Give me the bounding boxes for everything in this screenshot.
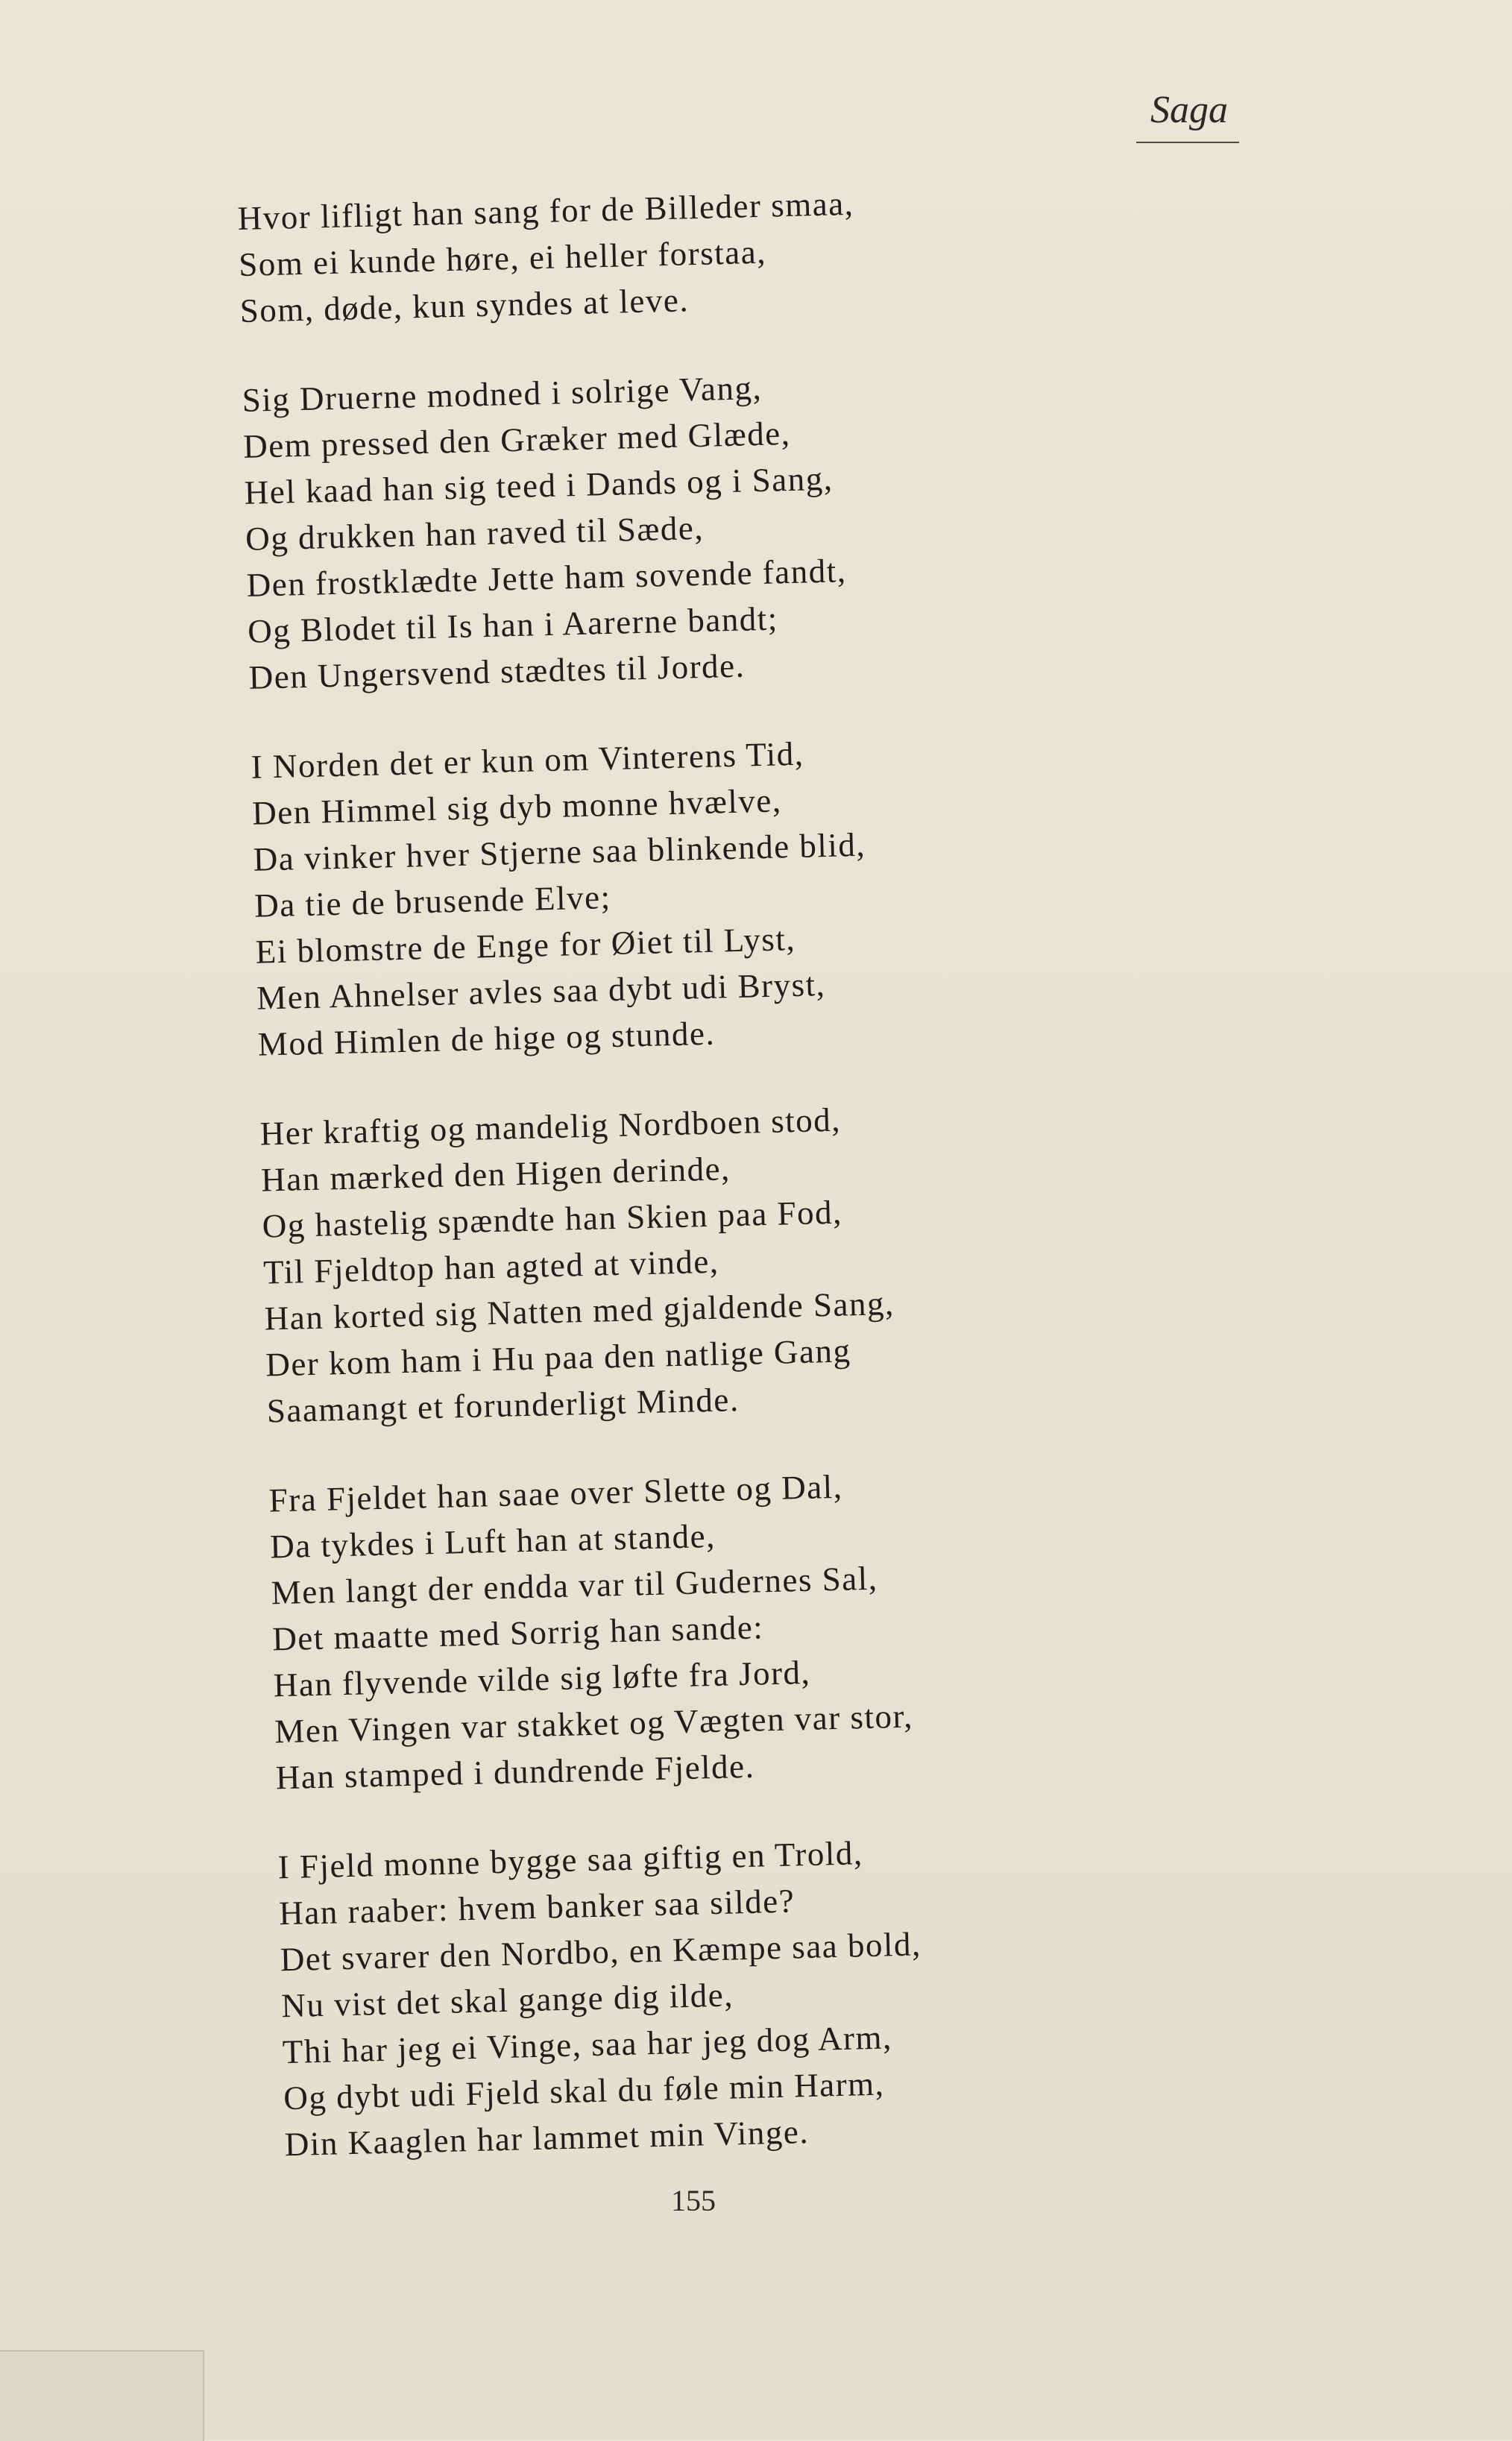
poem-line: Som, døde, kun syndes at leve. — [239, 281, 690, 330]
poem-line: Her kraftig og mandelig Nordboen stod, — [259, 1100, 842, 1153]
poem-line: Ei blomstre de Enge for Øiet til Lyst, — [255, 920, 796, 971]
poem-line: Han mærked den Higen derinde, — [260, 1150, 731, 1199]
poem-line: Og dybt udi Fjeld skal du føle min Harm, — [283, 2064, 885, 2117]
poem-line: Din Kaaglen har lammet min Vinge. — [284, 2113, 810, 2164]
poem-line: I Fjeld monne bygge saa giftig en Trold, — [277, 1834, 864, 1886]
poem-line: Fra Fjeldet han saae over Slette og Dal, — [268, 1467, 843, 1519]
poem-line: Men langt der endda var til Gudernes Sal, — [271, 1559, 878, 1612]
underlying-page-edge — [0, 2350, 204, 2441]
poem-line: Han raaber: hvem banker saa silde? — [278, 1882, 796, 1933]
poem-line: Og hastelig spændte han Skien paa Fod, — [262, 1193, 843, 1245]
poem-line: Hvor lifligt han sang for de Billeder smaa, — [237, 184, 854, 237]
poem-line: Den Himmel sig dyb monne hvælve, — [251, 781, 783, 832]
poem-line: Og Blodet til Is han i Aarerne bandt; — [247, 599, 779, 650]
poem-line: Det svarer den Nordbo, en Kæmpe saa bold, — [280, 1925, 922, 1979]
poem-line: I Norden det er kun om Vinterens Tid, — [251, 734, 805, 786]
running-head-rule — [1136, 142, 1239, 143]
poem-line: Og drukken han raved til Sæde, — [245, 508, 705, 558]
running-head: Saga — [1150, 89, 1228, 131]
poem-line: Sig Druerne modned i solrige Vang, — [242, 368, 763, 419]
poem-line: Men Vingen var stakket og Vægten var stor, — [274, 1697, 914, 1751]
page-number: 155 — [671, 2184, 716, 2217]
stanza-2 — [242, 356, 1144, 701]
poem-line: Der kom ham i Hu paa den natlige Gang — [265, 1332, 851, 1384]
poem-line: Dem pressed den Græker med Glæde, — [242, 414, 791, 465]
poem-line: Nu vist det skal gange dig ilde, — [280, 1976, 734, 2025]
poem-line: Som ei kunde høre, ei heller forstaa, — [238, 233, 767, 283]
poem-line: Mod Himlen de hige og stunde. — [257, 1014, 716, 1063]
stanza-1 — [237, 174, 1135, 334]
poem-line: Thi har jeg ei Vinge, saa har jeg dog Arm, — [282, 2018, 893, 2071]
poem-line: Til Fjeldtop han agted at vinde, — [262, 1242, 720, 1291]
poem-line: Da tie de brusende Elve; — [253, 878, 612, 925]
stanza-5 — [268, 1455, 1171, 1801]
poem-line: Han stamped i dundrende Fjelde. — [275, 1747, 755, 1797]
poem-line: Den Ungersvend stædtes til Jorde. — [248, 646, 746, 696]
poem-line: Den frostklædte Jette ham sovende fandt, — [246, 552, 847, 604]
poem-line: Hel kaad han sig teed i Dands og i Sang, — [244, 459, 834, 511]
poem-line: Det maatte med Sorrig han sande: — [271, 1608, 764, 1658]
poem-line: Da vinker hver Stjerne saa blinkende blid, — [253, 825, 866, 878]
stanza-4 — [259, 1089, 1162, 1434]
stanza-3 — [251, 722, 1153, 1067]
poem-line: Han flyvende vilde sig løfte fra Jord, — [273, 1653, 811, 1704]
stanza-6 — [277, 1822, 1179, 2167]
poem-line: Men Ahnelser avles saa dybt udi Bryst, — [256, 966, 826, 1017]
poem-line: Da tykdes i Luft han at stande, — [269, 1516, 716, 1566]
poem-line: Han korted sig Natten med gjaldende Sang, — [264, 1284, 895, 1338]
poem-line: Saamangt et forunderligt Minde. — [266, 1381, 740, 1430]
poem-body — [237, 174, 1181, 2211]
